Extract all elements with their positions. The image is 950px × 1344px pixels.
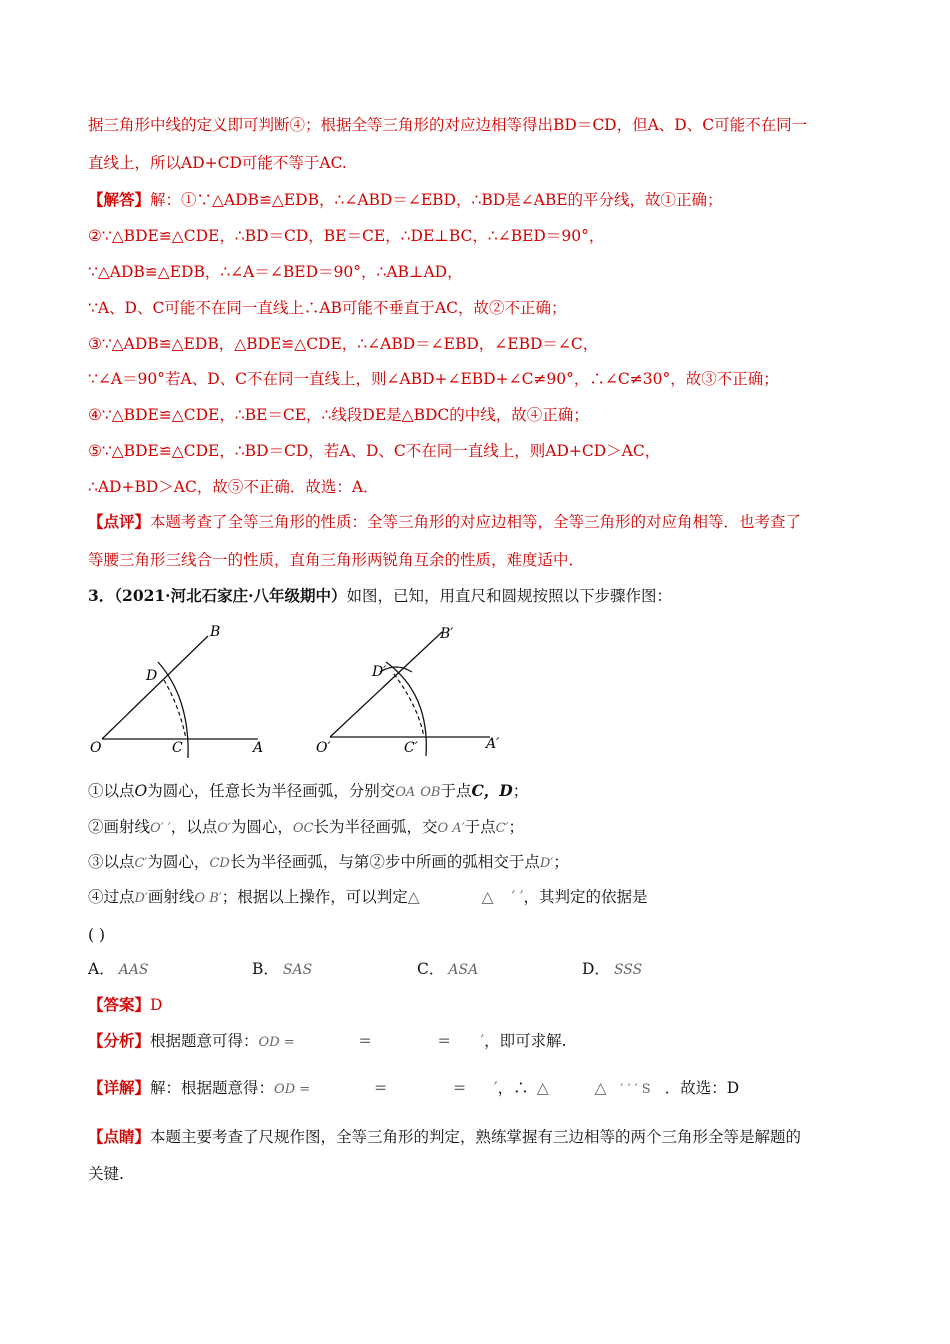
analysis-continued-line-2: 直线上，所以AD+CD可能不等于AC. xyxy=(88,154,347,172)
q3-analysis-eq1: = xyxy=(358,1032,372,1050)
answer-line-4: ∵A、D、C可能不在同一直线上∴AB可能不垂直于AC，故②不正确； xyxy=(88,299,567,317)
step4-O-B-prime: O B′ xyxy=(194,891,222,906)
step2-text-a: ②画射线 xyxy=(88,818,151,836)
comment-text-1: 本题考查了全等三角形的性质：全等三角形的对应边相等，全等三角形的对应角相等．也考查了 xyxy=(150,513,802,531)
step4-text-c: ；根据以上操作，可以判定 xyxy=(221,888,408,906)
step3-text-a: ③以点 xyxy=(88,853,135,871)
step4-triangle-2: △ xyxy=(481,888,494,906)
option-D-label: D． xyxy=(582,960,610,978)
q3-note-text-1: 本题主要考查了尺规作图，全等三角形的判定，熟练掌握有三边相等的两个三角形全等是解题的 xyxy=(150,1128,802,1146)
q3-note-line-1 xyxy=(88,1126,878,1148)
step2-text-f: ； xyxy=(508,818,525,836)
step4-primes: ′ ′ xyxy=(511,888,524,906)
q3-detail-triangle-2: △ xyxy=(594,1079,607,1097)
q3-detail-prime: ′ xyxy=(494,1079,498,1097)
q3-detail-triangle-1: △ xyxy=(536,1079,549,1097)
answer-line-3: ∵△ADB≌△EDB，∴∠A＝∠BED＝90°，∴AB⊥AD， xyxy=(88,263,463,281)
step4-point-D-prime: D′ xyxy=(134,891,148,906)
answer-line-1 xyxy=(88,189,878,211)
option-B-label: B． xyxy=(252,960,279,978)
option-A-label: A． xyxy=(88,960,115,978)
step2-text-d: 长为半径画弧，交 xyxy=(313,818,438,836)
q3-detail-therefore: ，∴ xyxy=(497,1079,529,1097)
option-B-value: SAS xyxy=(282,962,313,978)
q3-detail-tag: 【详解】 xyxy=(88,1078,151,1097)
label-D: D xyxy=(146,668,158,684)
step1-text-d: ； xyxy=(512,782,529,800)
step2-text-c: 为圆心， xyxy=(230,818,293,836)
q3-answer-value: D xyxy=(150,996,163,1014)
step4-triangle-1: △ xyxy=(407,888,420,906)
q3-analysis-text-a: 根据题意可得： xyxy=(150,1032,259,1050)
label-O: O xyxy=(90,740,102,756)
q3-detail-text-a: 解：根据题意得： xyxy=(150,1079,275,1097)
ray-O'B' xyxy=(330,632,442,737)
label-C: C xyxy=(172,740,183,756)
step2-point-O-prime: O′ xyxy=(217,821,231,836)
q3-analysis xyxy=(88,1030,878,1054)
option-C-value: ASA xyxy=(448,962,479,978)
step1-OB: OB xyxy=(420,785,441,800)
figure-left xyxy=(90,624,263,758)
option-B[interactable] xyxy=(252,958,312,981)
step3-text-e: ； xyxy=(553,853,569,871)
q3-detail-eq2: = xyxy=(453,1079,467,1097)
figure-right xyxy=(316,626,500,756)
step2-ray: O′ ′ xyxy=(150,821,171,836)
label-A-prime: A′ xyxy=(486,736,500,752)
option-D-value: SSS xyxy=(613,962,643,978)
option-C[interactable] xyxy=(417,958,478,981)
construction-figures xyxy=(80,618,520,768)
q3-detail-OD: OD = xyxy=(274,1082,311,1097)
comment-tag: 【点评】 xyxy=(88,512,151,531)
q3-detail xyxy=(88,1077,878,1101)
comment-line-2: 等腰三角形三线合一的性质，直角三角形两锐角互余的性质，难度适中． xyxy=(88,551,585,569)
step3-point-C-prime: C′ xyxy=(134,856,148,871)
answer-text-1: 解：①∵△ADB≌△EDB，∴∠ABD＝∠EBD，∴BD是∠ABE的平分线，故①正确； xyxy=(150,191,723,209)
label-C-prime: C′ xyxy=(404,740,418,756)
ray-OB xyxy=(102,636,208,739)
q3-answer-tag: 【答案】 xyxy=(88,995,151,1014)
question-source: （2021·河北石家庄·八年级期中） xyxy=(114,586,347,605)
step-4 xyxy=(88,886,878,910)
answer-line-9: ∴AD+BD＞AC，故⑤不正确．故选：A． xyxy=(88,478,379,496)
q3-detail-text-b: ．故选：D xyxy=(664,1079,740,1097)
answer-line-5: ③∵△ADB≌△EDB，△BDE≌△CDE，∴∠ABD＝∠EBD，∠EBD＝∠C， xyxy=(88,335,599,353)
answer-blank: ( ) xyxy=(88,926,106,944)
q3-analysis-prime: ′ xyxy=(480,1032,485,1050)
answer-line-6: ∵∠A＝90°若A、D、C不在同一直线上，则∠ABD+∠EBD+∠C≠90°，∴∠C≠30°，故③不正确； xyxy=(88,370,779,388)
step3-point-D-prime: D′ xyxy=(539,856,554,871)
question-number: 3． xyxy=(88,586,115,605)
step1-text-a: ①以点 xyxy=(88,782,135,800)
step2-text-e: 于点 xyxy=(464,818,496,836)
q3-analysis-eq2: = xyxy=(437,1032,451,1050)
analysis-continued-line-1: 据三角形中线的定义即可判断④；根据全等三角形的对应边相等得出BD＝CD，但A、D、C可能不在同一 xyxy=(88,116,808,134)
step1-point-O: O xyxy=(134,782,148,800)
step-2 xyxy=(88,816,878,840)
label-B-prime: B′ xyxy=(440,626,454,642)
option-C-label: C． xyxy=(417,960,445,978)
label-D-prime: D′ xyxy=(372,664,387,680)
step3-CD: CD xyxy=(209,856,230,871)
option-A[interactable] xyxy=(88,958,149,981)
q3-note-tag: 【点睛】 xyxy=(88,1127,151,1146)
comment-line-1 xyxy=(88,511,878,533)
step1-points-CD: C，D xyxy=(471,781,513,800)
step3-text-c: 长为半径画弧，与第②步中所画的弧相交于点 xyxy=(229,853,540,871)
step2-O-A-prime: O A′ xyxy=(437,821,465,836)
label-A: A xyxy=(253,740,264,756)
q3-note-line-2: 关键. xyxy=(88,1165,124,1183)
step1-text-b: 为圆心，任意长为半径画弧，分别交 xyxy=(147,782,396,800)
option-A-value: AAS xyxy=(118,962,149,978)
q3-detail-primes: ′ ′ ′ S xyxy=(620,1082,651,1097)
q3-analysis-OD: OD = xyxy=(258,1035,295,1050)
step1-OA: OA xyxy=(395,785,416,800)
answer-line-2: ②∵△BDE≌△CDE，∴BD＝CD，BE＝CE，∴DE⊥BC，∴∠BED＝90°， xyxy=(88,227,605,245)
label-O-prime: O′ xyxy=(316,740,331,756)
step2-text-b: ，以点 xyxy=(170,818,218,836)
step-3 xyxy=(88,851,878,875)
q3-analysis-tag: 【分析】 xyxy=(88,1031,151,1050)
q3-analysis-text-b: ，即可求解. xyxy=(484,1032,567,1050)
q3-answer xyxy=(88,994,878,1016)
step4-text-b: 画射线 xyxy=(147,888,195,906)
step1-text-c: 于点 xyxy=(440,782,472,800)
step3-text-b: 为圆心， xyxy=(147,853,210,871)
answer-tag: 【解答】 xyxy=(88,190,151,209)
step4-text-d: ，其判定的依据是 xyxy=(523,888,648,906)
step2-point-C-prime: C′ xyxy=(495,821,509,836)
q3-detail-eq1: = xyxy=(374,1079,388,1097)
answer-line-8: ⑤∵△BDE≌△CDE，∴BD＝CD，若A、D、C不在同一直线上，则AD+CD＞AC， xyxy=(88,442,661,460)
question-3-heading xyxy=(88,585,878,607)
step2-OC: OC xyxy=(292,821,314,836)
step-1 xyxy=(88,780,878,804)
answer-line-7: ④∵△BDE≌△CDE，∴BE＝CE，∴线段DE是△BDC的中线，故④正确； xyxy=(88,406,589,424)
step4-text-a: ④过点 xyxy=(88,888,135,906)
label-B: B xyxy=(210,624,221,640)
option-D[interactable] xyxy=(582,958,642,981)
question-stem: 如图，已知，用直尺和圆规按照以下步骤作图： xyxy=(346,587,672,605)
